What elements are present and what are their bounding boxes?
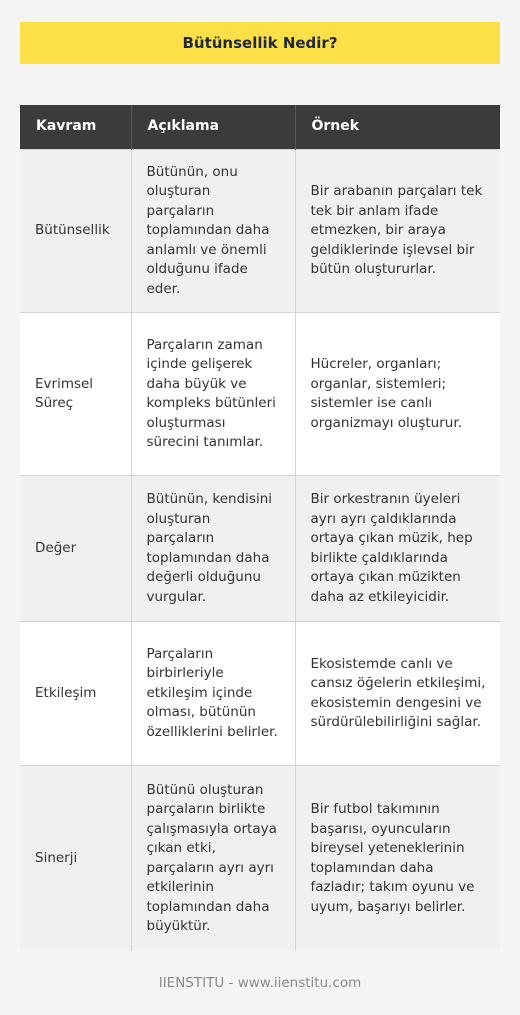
- table-row: [20, 766, 500, 952]
- cell-kavram: Değer: [20, 476, 131, 622]
- column-header-aciklama: Açıklama: [131, 105, 295, 150]
- cell-ornek: Hücreler, organları; organlar, sistemleri; sistemler ise canlı organizmayı oluşturur.: [295, 313, 500, 476]
- cell-aciklama: Parçaların zaman içinde gelişerek daha büyük ve kompleks bütünleri oluşturması sürecini tanımlar.: [131, 313, 295, 476]
- cell-aciklama: Bütünün, kendisini oluşturan parçaların toplamından daha değerli olduğunu vurgular.: [131, 476, 295, 622]
- table-row: [20, 476, 500, 622]
- cell-ornek: Bir orkestranın üyeleri ayrı ayrı çaldıklarında ortaya çıkan müzik, hep birlikte çaldıklarında ortaya çıkan müzikten daha az etkileyicidir.: [295, 476, 500, 622]
- cell-aciklama: Bütünün, onu oluşturan parçaların toplamından daha anlamlı ve önemli olduğunu ifade eder.: [131, 150, 295, 313]
- table-row: [20, 622, 500, 766]
- table-row: [20, 150, 500, 313]
- cell-ornek: Ekosistemde canlı ve cansız öğelerin etkileşimi, ekosistemin dengesini ve sürdürülebilirliğini sağlar.: [295, 622, 500, 766]
- cell-ornek: Bir futbol takımının başarısı, oyuncuların bireysel yeteneklerinin toplamından daha fazladır; takım oyunu ve uyum, başarıyı belirler.: [295, 766, 500, 952]
- concept-table: [20, 105, 500, 951]
- page-title: Bütünsellik Nedir?: [20, 22, 500, 64]
- cell-aciklama: Parçaların birbirleriyle etkileşim içinde olması, bütünün özelliklerini belirler.: [131, 622, 295, 766]
- cell-aciklama: Bütünü oluşturan parçaların birlikte çalışmasıyla ortaya çıkan etki, parçaların ayrı ayrı etkilerinin toplamından daha büyüktür.: [131, 766, 295, 952]
- table-header-row: [20, 105, 500, 150]
- cell-kavram: Etkileşim: [20, 622, 131, 766]
- cell-kavram: Sinerji: [20, 766, 131, 952]
- table-row: [20, 313, 500, 476]
- footer-text: IIENSTITU - www.iienstitu.com: [158, 975, 362, 991]
- column-header-ornek: Örnek: [295, 105, 500, 150]
- cell-kavram: Evrimsel Süreç: [20, 313, 131, 476]
- cell-ornek: Bir arabanın parçaları tek tek bir anlam ifade etmezken, bir araya geldiklerinde işlevsel bir bütün oluştururlar.: [295, 150, 500, 313]
- cell-kavram: Bütünsellik: [20, 150, 131, 313]
- column-header-kavram: Kavram: [20, 105, 131, 150]
